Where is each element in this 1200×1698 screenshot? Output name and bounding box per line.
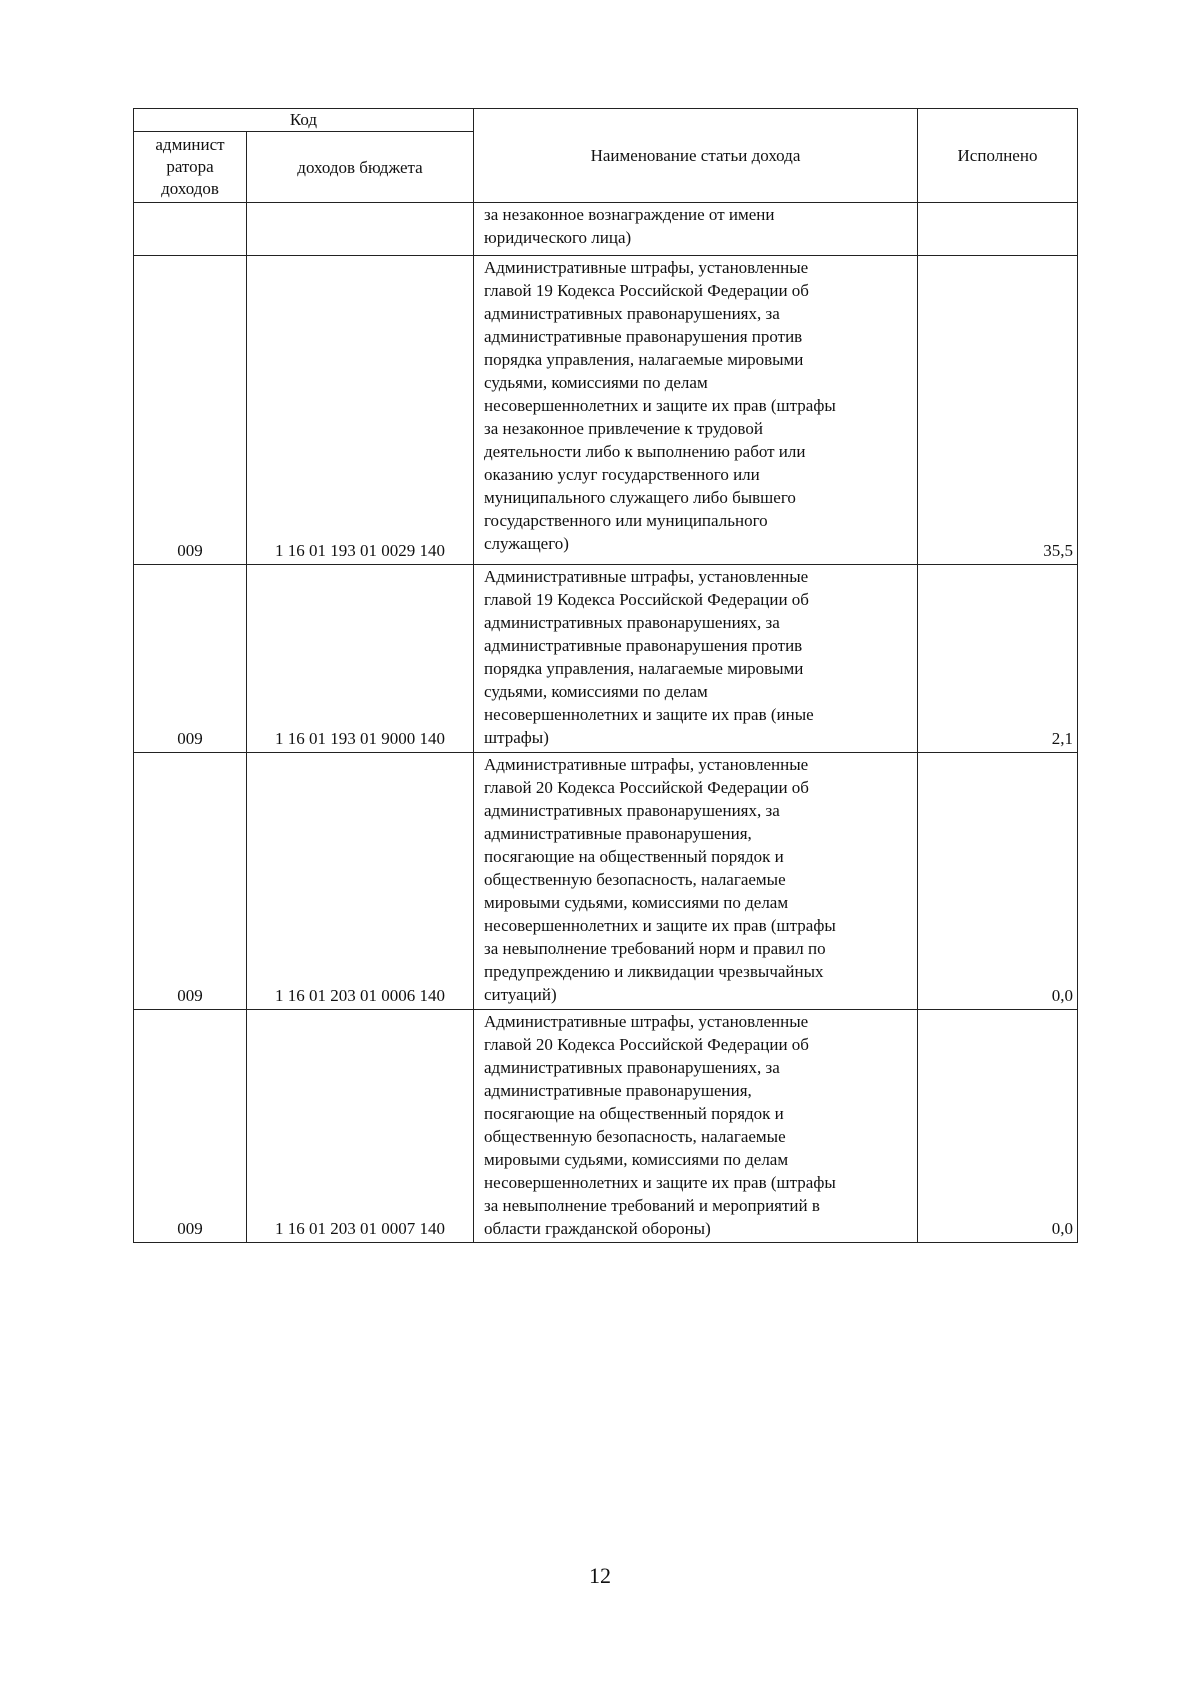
admin-code-cell: 009 (134, 753, 247, 1010)
executed-amount-cell (918, 203, 1078, 256)
revenue-name-cell: за незаконное вознаграждение от имени юридического лица) (474, 203, 918, 256)
executed-amount-cell: 35,5 (918, 256, 1078, 565)
budget-code-cell (247, 203, 474, 256)
revenue-name-cell: Административные штрафы, установленные главой 20 Кодекса Российской Федерации об административных правонарушениях, за административные правонарушения, посягающие на общественный порядок и общественную безопасность, налагаемые мировыми судьями, комиссиями по делам несовершеннолетних и защите их прав (штрафы за невыполнение требований и мероприятий в области гражданской обороны) (474, 1010, 918, 1243)
header-code-column: доходов бюджета (247, 132, 474, 203)
executed-amount-cell: 0,0 (918, 1010, 1078, 1243)
executed-amount-cell: 2,1 (918, 565, 1078, 753)
table-row (134, 753, 1078, 1010)
header-admin-line: админист (155, 135, 225, 154)
budget-code-cell: 1 16 01 193 01 9000 140 (247, 565, 474, 753)
table-row (134, 203, 1078, 256)
header-admin-line: доходов (161, 179, 219, 198)
header-name-column: Наименование статьи дохода (474, 109, 918, 203)
revenue-name-cell: Административные штрафы, установленные главой 19 Кодекса Российской Федерации об административных правонарушениях, за административные правонарушения против порядка управления, налагаемые мировыми судьями, комиссиями по делам несовершеннолетних и защите их прав (штрафы за незаконное привлечение к трудовой деятельности либо к выполнению работ или оказанию услуг государственного или муниципального служащего либо бывшего государственного или муниципального служащего) (474, 256, 918, 565)
budget-code-cell: 1 16 01 203 01 0006 140 (247, 753, 474, 1010)
budget-code-cell: 1 16 01 193 01 0029 140 (247, 256, 474, 565)
budget-code-cell: 1 16 01 203 01 0007 140 (247, 1010, 474, 1243)
admin-code-cell: 009 (134, 256, 247, 565)
admin-code-cell (134, 203, 247, 256)
table-row (134, 256, 1078, 565)
header-admin-line: ратора (166, 157, 214, 176)
header-kod: Код (134, 109, 474, 132)
revenue-table (133, 108, 1078, 1243)
table-row (134, 1010, 1078, 1243)
revenue-name-cell: Административные штрафы, установленные главой 19 Кодекса Российской Федерации об административных правонарушениях, за административные правонарушения против порядка управления, налагаемые мировыми судьями, комиссиями по делам несовершеннолетних и защите их прав (иные штрафы) (474, 565, 918, 753)
admin-code-cell: 009 (134, 1010, 247, 1243)
table-row (134, 565, 1078, 753)
revenue-name-cell: Административные штрафы, установленные главой 20 Кодекса Российской Федерации об административных правонарушениях, за административные правонарушения, посягающие на общественный порядок и общественную безопасность, налагаемые мировыми судьями, комиссиями по делам несовершеннолетних и защите их прав (штрафы за невыполнение требований норм и правил по предупреждению и ликвидации чрезвычайных ситуаций) (474, 753, 918, 1010)
header-row-1 (134, 109, 1078, 132)
header-done-column: Исполнено (918, 109, 1078, 203)
admin-code-cell: 009 (134, 565, 247, 753)
executed-amount-cell: 0,0 (918, 753, 1078, 1010)
header-admin-column (134, 132, 247, 203)
page-number: 12 (589, 1563, 611, 1588)
